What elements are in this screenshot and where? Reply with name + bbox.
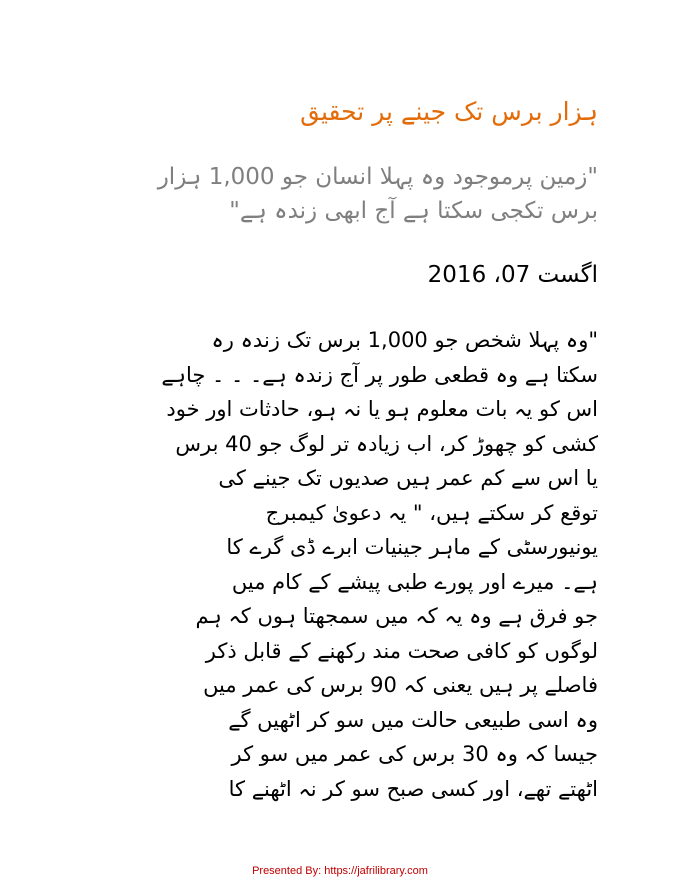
body-line: اٹھتے تھے، اور کسی صبح سو کر نہ اٹھنے کا [228,776,598,801]
body-line: جیسا کہ وہ 30 برس کی عمر میں سو کر [231,742,598,766]
subtitle-line: برس تکجی سکتا ہے آج ابھی زندہ ہے" [229,198,598,224]
article-date: اگست 07، 2016 [427,262,598,288]
subtitle-line: "زمین پرموجود وہ پہلا انسان جو 1,000 ہزار [157,164,598,190]
body-line: فاصلے پر ہیں یعنی کہ 90 برس کی عمر میں [203,673,598,697]
footer-credit[interactable]: Presented By: https://jafrilibrary.com [252,865,428,877]
body-line: سکتا ہے وہ قطعی طور پر آج زندہ ہے۔ ۔ ۔ چاہے [161,362,598,387]
body-line: جو فرق ہے وہ یہ کہ میں سمجھتا ہوں کہ ہم [195,604,598,628]
body-line: لوگوں کو کافی صحت مند رکھنے کے قابل ذکر [205,638,598,663]
article-body [68,323,598,806]
body-line: یا اس سے کم عمر ہیں صدیوں تک جینے کی [218,466,598,490]
article-title: ہزار برس تک جینے پر تحقیق [300,97,598,126]
article-subtitle [78,160,598,228]
body-line: "وہ پہلا شخص جو 1,000 برس تک زندہ رہ [211,328,598,352]
body-line: اس کو یہ بات معلوم ہو یا نہ ہو، حادثات اور خود [166,397,598,421]
body-line: وہ اسی طبیعی حالت میں سو کر اٹھیں گے [228,707,598,732]
body-line: کشی کو چھوڑ کر، اب زیادہ تر لوگ جو 40 برس [175,431,598,456]
body-line: ہے۔ میرے اور پورے طبی پیشے کے کام میں [231,569,598,594]
body-line: یونیورسٹی کے ماہر جینیات ابرے ڈی گرے کا [226,535,598,559]
body-line: توقع کر سکتے ہیں، " یہ دعویٰ کیمبرج [265,500,598,525]
